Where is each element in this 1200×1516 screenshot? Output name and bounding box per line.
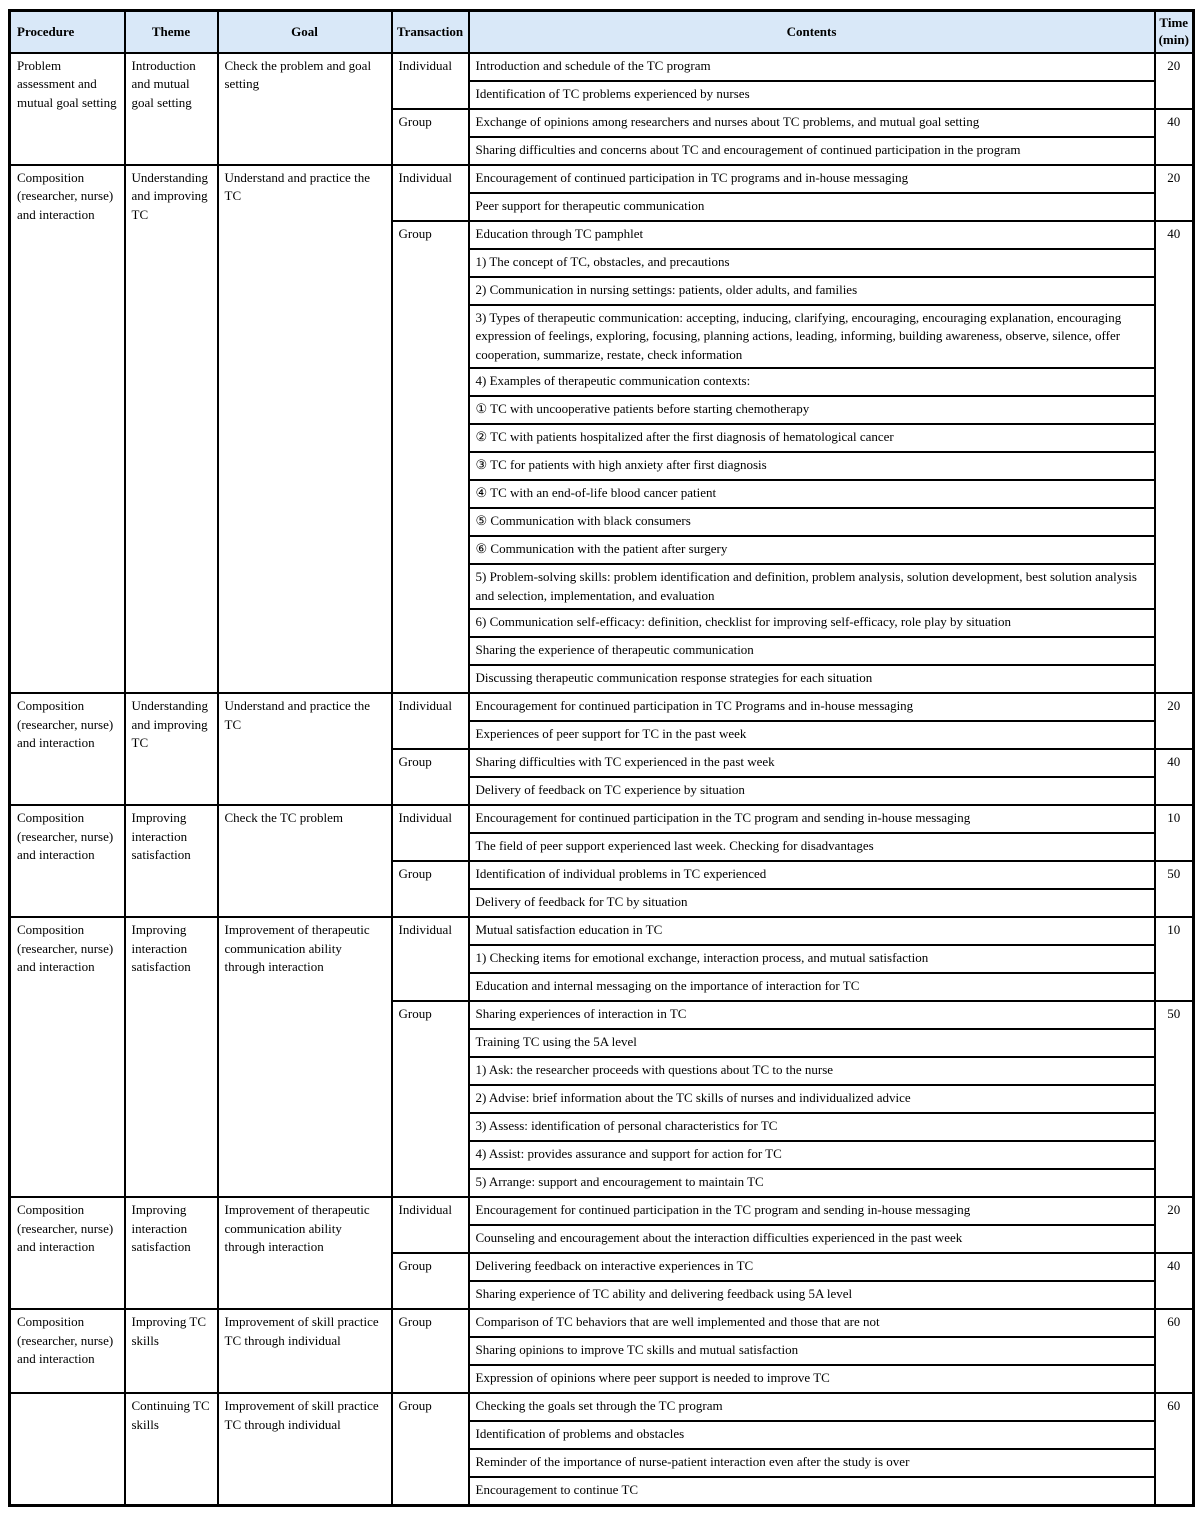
header-contents: Contents: [469, 11, 1155, 54]
content-cell: 4) Assist: provides assurance and support for action for TC: [469, 1141, 1155, 1169]
time-cell: 10: [1155, 917, 1194, 1001]
content-cell: Identification of problems and obstacles: [469, 1421, 1155, 1449]
content-cell: 3) Types of therapeutic communication: accepting, inducing, clarifying, encouraging, encouraging explanation, encouraging expression of feelings, exploring, focusing, planning actions, leading, informing, building awareness, observe, silence, offer cooperation, summarize, restate, check information: [469, 305, 1155, 368]
transaction-cell: Individual: [392, 917, 469, 1001]
content-cell: Encouragement for continued participation in the TC program and sending in-house messaging: [469, 805, 1155, 833]
procedure-cell: Composition (researcher, nurse) and interaction: [10, 693, 125, 805]
content-cell: 5) Problem-solving skills: problem identification and definition, problem analysis, solution development, best solution analysis and selection, implementation, and evaluation: [469, 564, 1155, 609]
theme-cell: Improving interaction satisfaction: [125, 805, 218, 917]
content-cell: ② TC with patients hospitalized after the first diagnosis of hematological cancer: [469, 424, 1155, 452]
header-transaction: Transaction: [392, 11, 469, 54]
time-cell: 20: [1155, 53, 1194, 109]
table-row: [10, 1197, 1194, 1225]
procedure-cell: Composition (researcher, nurse) and interaction: [10, 805, 125, 917]
program-table: [8, 9, 1195, 1507]
time-cell: 40: [1155, 109, 1194, 165]
theme-cell: Understanding and improving TC: [125, 165, 218, 693]
content-cell: 3) Assess: identification of personal characteristics for TC: [469, 1113, 1155, 1141]
goal-cell: Improvement of skill practice TC through individual: [218, 1393, 392, 1506]
goal-cell: Check the problem and goal setting: [218, 53, 392, 165]
content-cell: Introduction and schedule of the TC program: [469, 53, 1155, 81]
content-cell: Encouragement for continued participation in the TC program and sending in-house messaging: [469, 1197, 1155, 1225]
content-cell: 1) Ask: the researcher proceeds with questions about TC to the nurse: [469, 1057, 1155, 1085]
table-row: [10, 805, 1194, 833]
content-cell: Exchange of opinions among researchers and nurses about TC problems, and mutual goal setting: [469, 109, 1155, 137]
goal-cell: Understand and practice the TC: [218, 693, 392, 805]
procedure-cell: Composition (researcher, nurse) and interaction: [10, 1197, 125, 1309]
content-cell: 6) Communication self-efficacy: definition, checklist for improving self-efficacy, role play by situation: [469, 609, 1155, 637]
content-cell: 2) Advise: brief information about the TC skills of nurses and individualized advice: [469, 1085, 1155, 1113]
table-row: [10, 53, 1194, 81]
content-cell: Identification of TC problems experienced by nurses: [469, 81, 1155, 109]
theme-cell: Understanding and improving TC: [125, 693, 218, 805]
content-cell: The field of peer support experienced last week. Checking for disadvantages: [469, 833, 1155, 861]
content-cell: Encouragement to continue TC: [469, 1477, 1155, 1506]
transaction-cell: Group: [392, 109, 469, 165]
theme-cell: Introduction and mutual goal setting: [125, 53, 218, 165]
goal-cell: Improvement of therapeutic communication ability through interaction: [218, 917, 392, 1197]
table-row: [10, 1309, 1194, 1337]
goal-cell: Improvement of skill practice TC through individual: [218, 1309, 392, 1393]
transaction-cell: Individual: [392, 805, 469, 861]
header-theme: Theme: [125, 11, 218, 54]
time-cell: 40: [1155, 221, 1194, 693]
content-cell: Counseling and encouragement about the interaction difficulties experienced in the past week: [469, 1225, 1155, 1253]
time-cell: 20: [1155, 1197, 1194, 1253]
procedure-cell: Problem assessment and mutual goal setting: [10, 53, 125, 165]
transaction-cell: Individual: [392, 165, 469, 221]
header-time: Time (min): [1155, 11, 1194, 54]
time-cell: 60: [1155, 1309, 1194, 1393]
content-cell: 4) Examples of therapeutic communication contexts:: [469, 368, 1155, 396]
content-cell: Reminder of the importance of nurse-patient interaction even after the study is over: [469, 1449, 1155, 1477]
content-cell: Mutual satisfaction education in TC: [469, 917, 1155, 945]
header-goal: Goal: [218, 11, 392, 54]
content-cell: Education and internal messaging on the importance of interaction for TC: [469, 973, 1155, 1001]
transaction-cell: Individual: [392, 53, 469, 109]
content-cell: Expression of opinions where peer support is needed to improve TC: [469, 1365, 1155, 1393]
content-cell: Comparison of TC behaviors that are well implemented and those that are not: [469, 1309, 1155, 1337]
content-cell: Identification of individual problems in TC experienced: [469, 861, 1155, 889]
content-cell: ① TC with uncooperative patients before starting chemotherapy: [469, 396, 1155, 424]
transaction-cell: Group: [392, 861, 469, 917]
table-row: [10, 917, 1194, 945]
content-cell: Checking the goals set through the TC program: [469, 1393, 1155, 1421]
header-procedure: Procedure: [10, 11, 125, 54]
content-cell: Delivery of feedback for TC by situation: [469, 889, 1155, 917]
procedure-cell: Composition (researcher, nurse) and interaction: [10, 165, 125, 693]
content-cell: Sharing opinions to improve TC skills and mutual satisfaction: [469, 1337, 1155, 1365]
goal-cell: Improvement of therapeutic communication ability through interaction: [218, 1197, 392, 1309]
transaction-cell: Group: [392, 749, 469, 805]
content-cell: ⑤ Communication with black consumers: [469, 508, 1155, 536]
content-cell: Sharing difficulties with TC experienced in the past week: [469, 749, 1155, 777]
content-cell: 1) The concept of TC, obstacles, and precautions: [469, 249, 1155, 277]
content-cell: 2) Communication in nursing settings: patients, older adults, and families: [469, 277, 1155, 305]
time-cell: 20: [1155, 693, 1194, 749]
content-cell: 5) Arrange: support and encouragement to maintain TC: [469, 1169, 1155, 1197]
content-cell: Peer support for therapeutic communication: [469, 193, 1155, 221]
content-cell: 1) Checking items for emotional exchange, interaction process, and mutual satisfaction: [469, 945, 1155, 973]
time-cell: 10: [1155, 805, 1194, 861]
table-row: [10, 1393, 1194, 1421]
time-cell: 50: [1155, 1001, 1194, 1197]
transaction-cell: Group: [392, 1253, 469, 1309]
content-cell: Sharing the experience of therapeutic communication: [469, 637, 1155, 665]
header-row: [10, 11, 1194, 54]
theme-cell: Improving TC skills: [125, 1309, 218, 1393]
content-cell: Training TC using the 5A level: [469, 1029, 1155, 1057]
content-cell: ⑥ Communication with the patient after surgery: [469, 536, 1155, 564]
content-cell: Delivery of feedback on TC experience by situation: [469, 777, 1155, 805]
content-cell: Encouragement of continued participation in TC programs and in-house messaging: [469, 165, 1155, 193]
content-cell: Discussing therapeutic communication response strategies for each situation: [469, 665, 1155, 693]
content-cell: Sharing experience of TC ability and delivering feedback using 5A level: [469, 1281, 1155, 1309]
transaction-cell: Group: [392, 1393, 469, 1506]
transaction-cell: Group: [392, 1001, 469, 1197]
transaction-cell: Group: [392, 221, 469, 693]
procedure-cell: Composition (researcher, nurse) and interaction: [10, 1309, 125, 1393]
content-cell: Sharing experiences of interaction in TC: [469, 1001, 1155, 1029]
theme-cell: Improving interaction satisfaction: [125, 1197, 218, 1309]
content-cell: Encouragement for continued participation in TC Programs and in-house messaging: [469, 693, 1155, 721]
time-cell: 40: [1155, 749, 1194, 805]
content-cell: Education through TC pamphlet: [469, 221, 1155, 249]
table-row: [10, 693, 1194, 721]
transaction-cell: Individual: [392, 1197, 469, 1253]
time-cell: 20: [1155, 165, 1194, 221]
goal-cell: Check the TC problem: [218, 805, 392, 917]
time-cell: 60: [1155, 1393, 1194, 1506]
content-cell: ③ TC for patients with high anxiety after first diagnosis: [469, 452, 1155, 480]
time-cell: 50: [1155, 861, 1194, 917]
procedure-cell: Composition (researcher, nurse) and interaction: [10, 917, 125, 1197]
procedure-cell: [10, 1393, 125, 1506]
goal-cell: Understand and practice the TC: [218, 165, 392, 693]
time-cell: 40: [1155, 1253, 1194, 1309]
theme-cell: Continuing TC skills: [125, 1393, 218, 1506]
transaction-cell: Individual: [392, 693, 469, 749]
table-row: [10, 165, 1194, 193]
content-cell: Delivering feedback on interactive experiences in TC: [469, 1253, 1155, 1281]
content-cell: Experiences of peer support for TC in the past week: [469, 721, 1155, 749]
theme-cell: Improving interaction satisfaction: [125, 917, 218, 1197]
content-cell: ④ TC with an end-of-life blood cancer patient: [469, 480, 1155, 508]
table-body: [10, 53, 1194, 1506]
transaction-cell: Group: [392, 1309, 469, 1393]
content-cell: Sharing difficulties and concerns about TC and encouragement of continued participation in the program: [469, 137, 1155, 165]
